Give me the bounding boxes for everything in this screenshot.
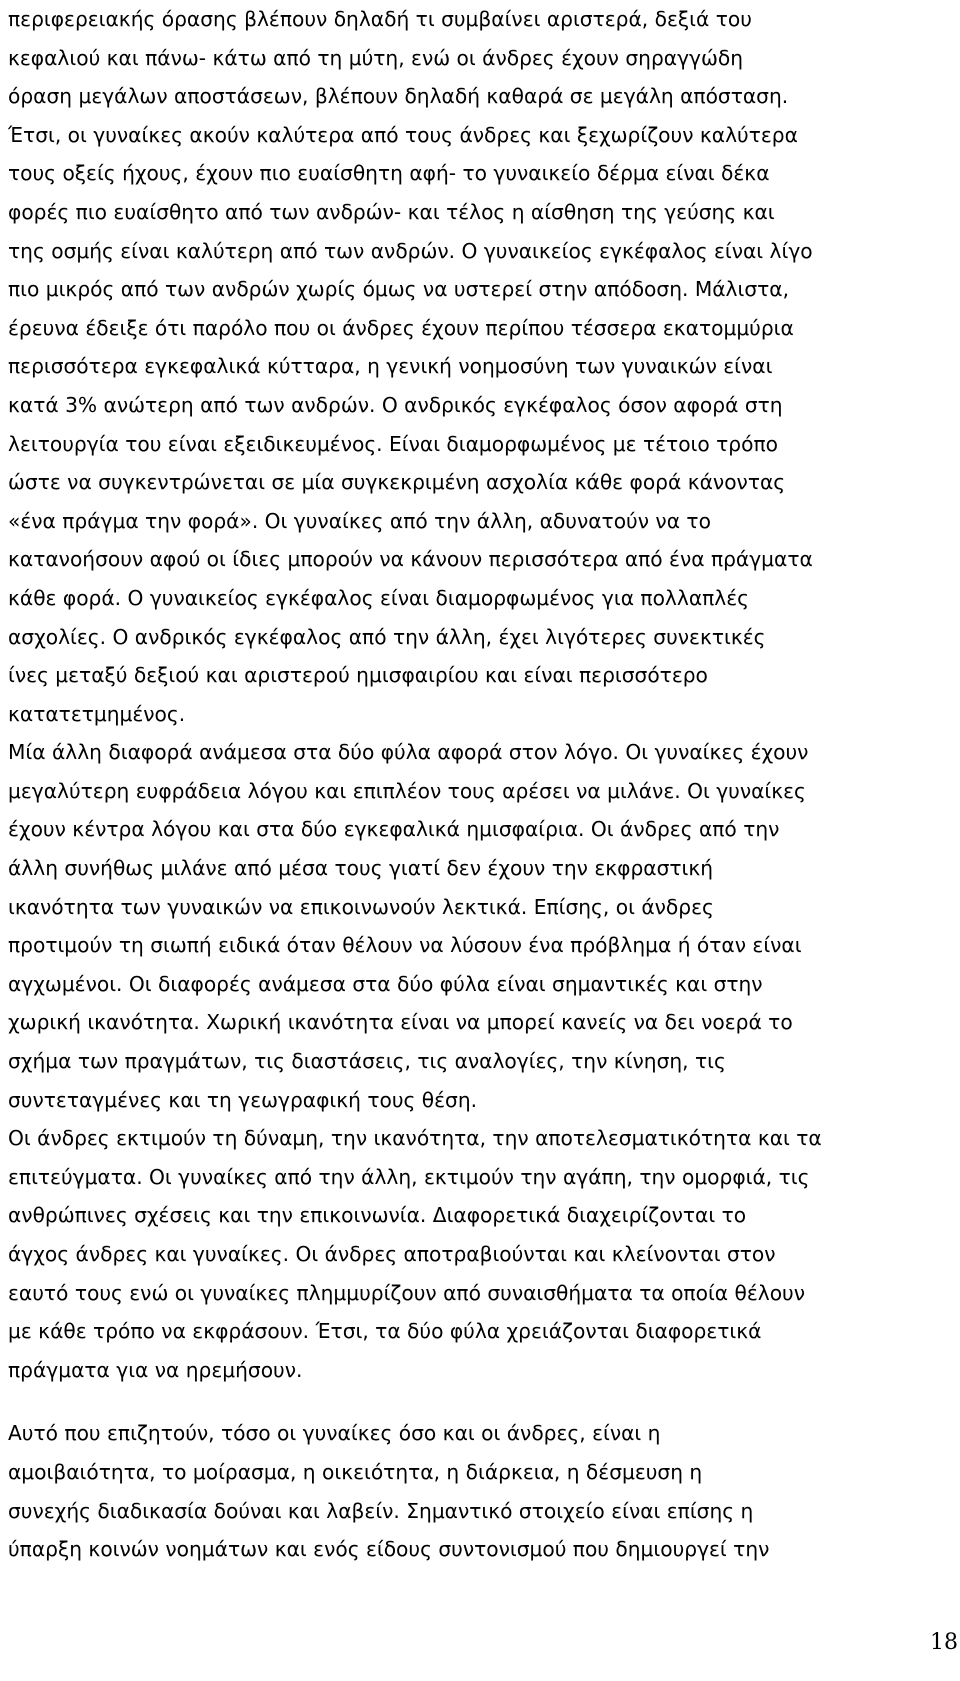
- text-line: συντεταγμένες και τη γεωγραφική τους θέση.: [8, 1087, 478, 1112]
- text-line: ανθρώπινες σχέσεις και την επικοινωνία. Διαφορετικά διαχειρίζονται το: [8, 1203, 747, 1228]
- text-line: ασχολίες. Ο ανδρικός εγκέφαλος από την άλλη, έχει λιγότερες συνεκτικές: [8, 624, 766, 649]
- text-line: της οσμής είναι καλύτερη από των ανδρών. Ο γυναικείος εγκέφαλος είναι λίγο: [8, 238, 813, 263]
- text-line: αμοιβαιότητα, το μοίρασμα, η οικειότητα, η διάρκεια, η δέσμευση η: [8, 1459, 703, 1484]
- text-line: ικανότητα των γυναικών να επικοινωνούν λεκτικά. Επίσης, οι άνδρες: [8, 894, 714, 919]
- text-line: όραση μεγάλων αποστάσεων, βλέπουν δηλαδή καθαρά σε μεγάλη απόσταση.: [8, 84, 789, 109]
- text-line: κατανοήσουν αφού οι ίδιες μπορούν να κάνουν περισσότερα από ένα πράγματα: [8, 547, 813, 572]
- text-line: πράγματα για να ηρεμήσουν.: [8, 1357, 303, 1382]
- text-line: περισσότερα εγκεφαλικά κύτταρα, η γενική νοημοσύνη των γυναικών είναι: [8, 354, 773, 379]
- text-line: Αυτό που επιζητούν, τόσο οι γυναίκες όσο και οι άνδρες, είναι η: [8, 1421, 661, 1446]
- text-line: προτιμούν τη σιωπή ειδικά όταν θέλουν να λύσουν ένα πρόβλημα ή όταν είναι: [8, 933, 802, 958]
- text-line: πιο μικρός από των ανδρών χωρίς όμως να υστερεί στην απόδοση. Μάλιστα,: [8, 277, 789, 302]
- text-line: χωρική ικανότητα. Χωρική ικανότητα είναι να μπορεί κανείς να δει νοερά το: [8, 1010, 793, 1035]
- text-line: αγχωμένοι. Οι διαφορές ανάμεσα στα δύο φύλα είναι σημαντικές και στην: [8, 971, 763, 996]
- text-line: κεφαλιού και πάνω- κάτω από τη μύτη, ενώ οι άνδρες έχουν σηραγγώδη: [8, 45, 744, 70]
- text-line: συνεχής διαδικασία δούναι και λαβείν. Σημαντικό στοιχείο είναι επίσης η: [8, 1498, 754, 1523]
- text-line: με κάθε τρόπο να εκφράσουν. Έτσι, τα δύο φύλα χρειάζονται διαφορετικά: [8, 1319, 762, 1344]
- page-number: 18: [930, 1630, 958, 1655]
- text-line: ώστε να συγκεντρώνεται σε μία συγκεκριμένη ασχολία κάθε φορά κάνοντας: [8, 470, 786, 495]
- text-line: λειτουργία του είναι εξειδικευμένος. Είναι διαμορφωμένος με τέτοιο τρόπο: [8, 431, 778, 456]
- text-line: επιτεύγματα. Οι γυναίκες από την άλλη, εκτιμούν την αγάπη, την ομορφιά, τις: [8, 1164, 810, 1189]
- text-line: ίνες μεταξύ δεξιού και αριστερού ημισφαιρίου και είναι περισσότερο: [8, 663, 708, 688]
- paragraph-gap: [8, 1389, 958, 1414]
- body-text: [8, 0, 958, 1569]
- text-line: κατά 3% ανώτερη από των ανδρών. Ο ανδρικός εγκέφαλος όσον αφορά στη: [8, 392, 783, 417]
- text-line: «ένα πράγμα την φορά». Οι γυναίκες από την άλλη, αδυνατούν να το: [8, 508, 711, 533]
- text-line: περιφερειακής όρασης βλέπουν δηλαδή τι συμβαίνει αριστερά, δεξιά του: [8, 7, 752, 31]
- text-line: άγχος άνδρες και γυναίκες. Οι άνδρες αποτραβιούνται και κλείνονται στον: [8, 1242, 776, 1266]
- text-line: σχήμα των πραγμάτων, τις διαστάσεις, τις αναλογίες, την κίνηση, τις: [8, 1049, 726, 1074]
- text-line: έρευνα έδειξε ότι παρόλο που οι άνδρες έχουν περίπου τέσσερα εκατομμύρια: [8, 315, 794, 340]
- text-line: άλλη συνήθως μιλάνε από μέσα τους γιατί δεν έχουν την εκφραστική: [8, 856, 714, 881]
- text-line: φορές πιο ευαίσθητο από των ανδρών- και τέλος η αίσθηση της γεύσης και: [8, 199, 775, 224]
- text-line: εαυτό τους ενώ οι γυναίκες πλημμυρίζουν από συναισθήματα τα οποία θέλουν: [8, 1280, 806, 1305]
- text-line: κατατετμημένος.: [8, 701, 186, 726]
- text-line: μεγαλύτερη ευφράδεια λόγου και επιπλέον τους αρέσει να μιλάνε. Οι γυναίκες: [8, 778, 806, 803]
- text-line: Μία άλλη διαφορά ανάμεσα στα δύο φύλα αφορά στον λόγο. Οι γυναίκες έχουν: [8, 740, 809, 765]
- text-line: κάθε φορά. Ο γυναικείος εγκέφαλος είναι διαμορφωμένος για πολλαπλές: [8, 585, 749, 610]
- text-line: Οι άνδρες εκτιμούν τη δύναμη, την ικανότητα, την αποτελεσματικότητα και τα: [8, 1126, 822, 1151]
- text-line: τους οξείς ήχους, έχουν πιο ευαίσθητη αφή- το γυναικείο δέρμα είναι δέκα: [8, 161, 770, 186]
- text-line: Έτσι, οι γυναίκες ακούν καλύτερα από τους άνδρες και ξεχωρίζουν καλύτερα: [8, 122, 798, 147]
- text-line: έχουν κέντρα λόγου και στα δύο εγκεφαλικά ημισφαίρια. Οι άνδρες από την: [8, 817, 780, 842]
- text-line: ύπαρξη κοινών νοημάτων και ενός είδους συντονισμού που δημιουργεί την: [8, 1537, 770, 1562]
